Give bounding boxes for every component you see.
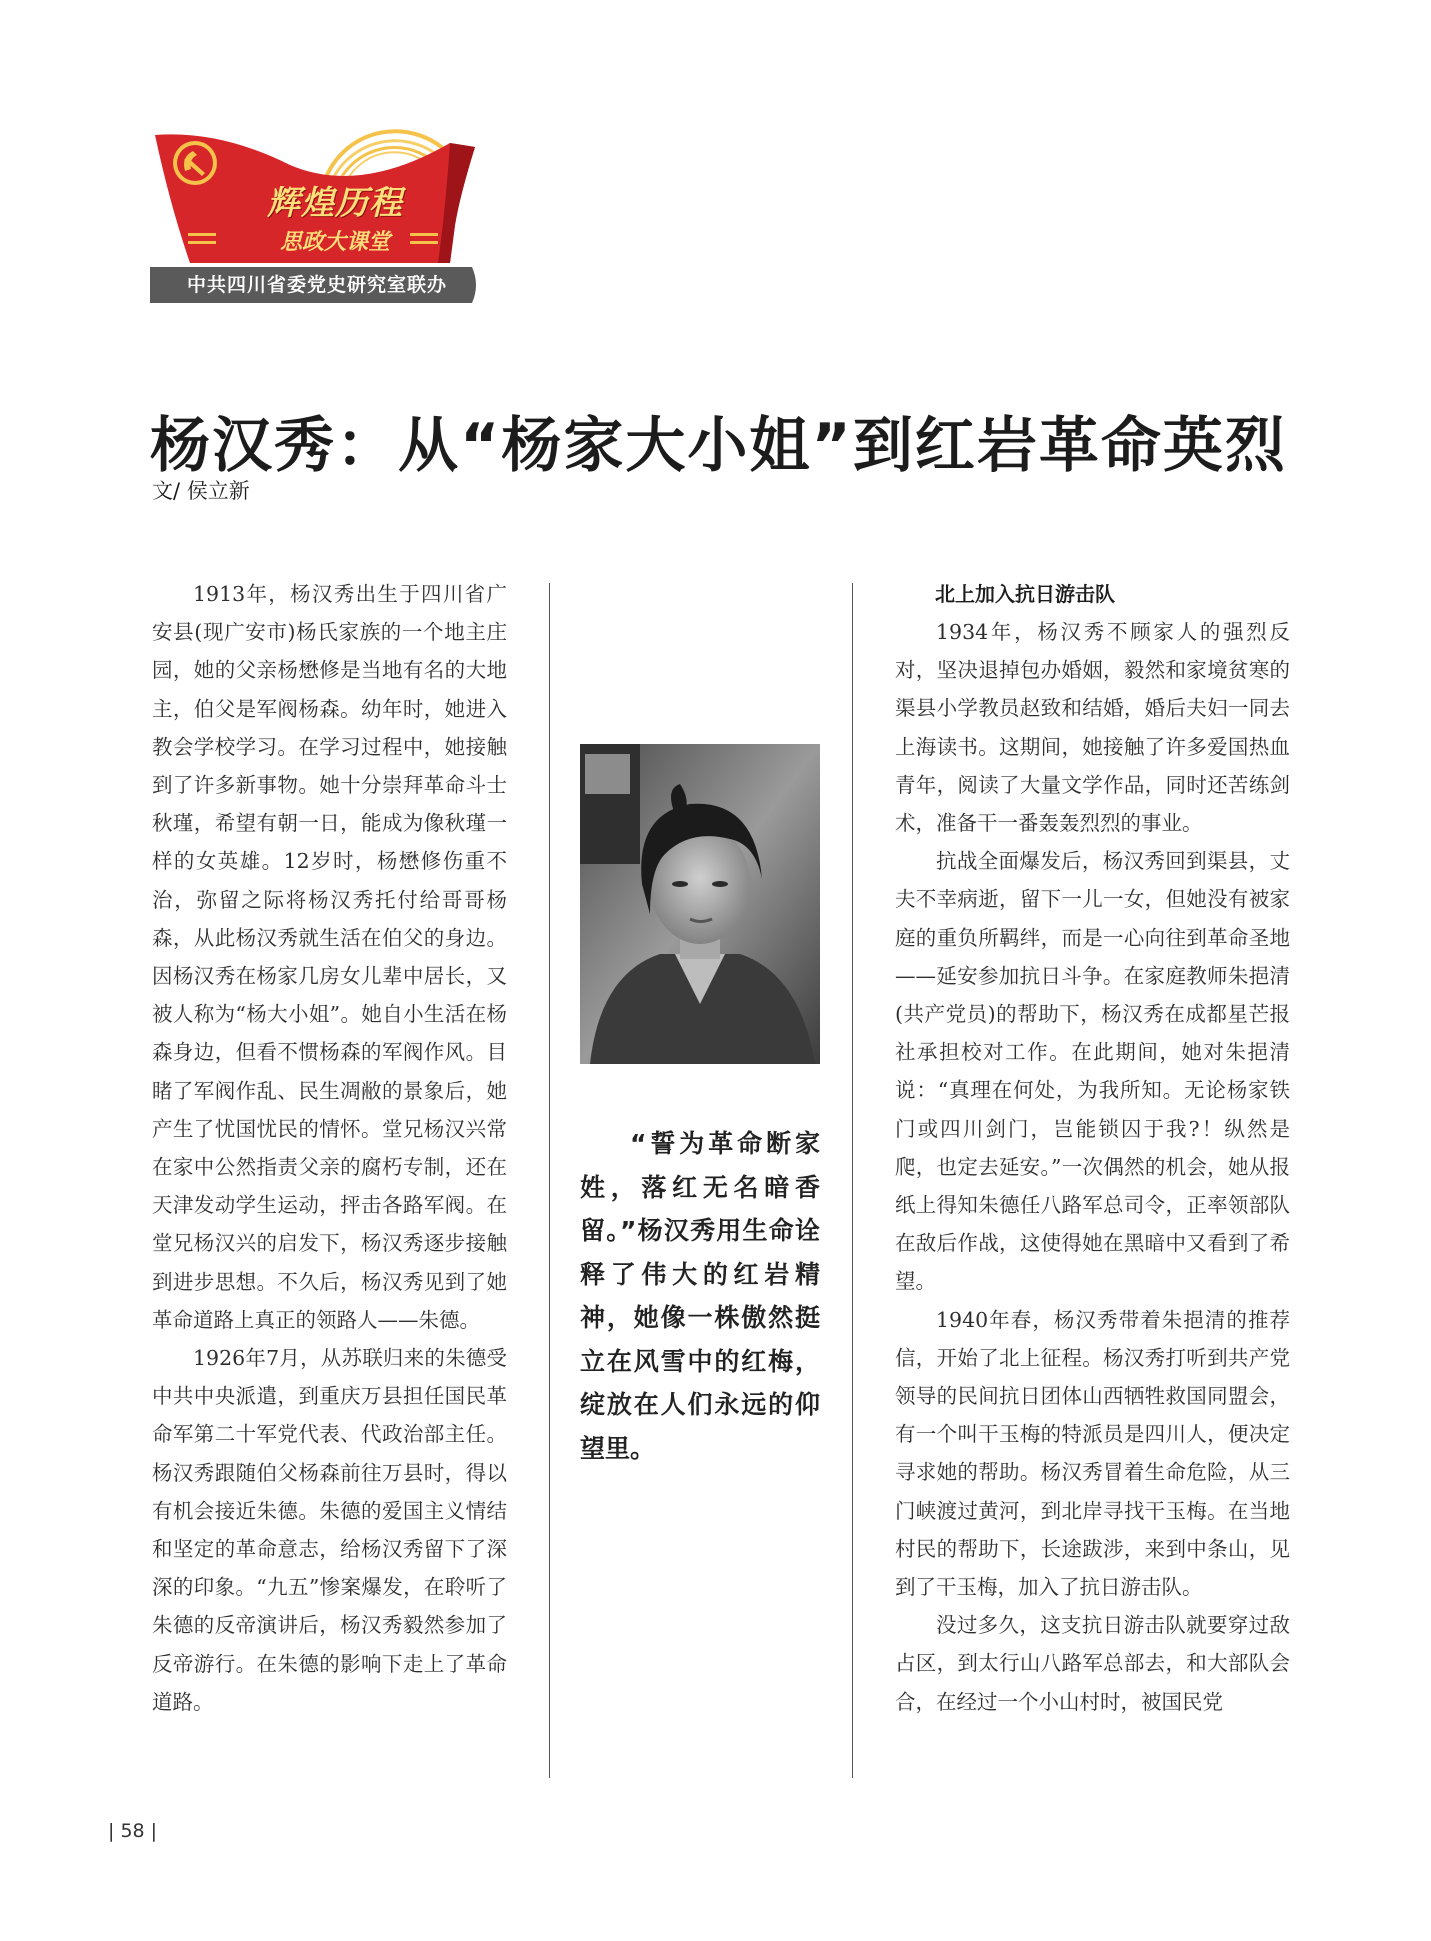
paragraph: 1926年7月，从苏联归来的朱德受中共中央派遣，到重庆万县担任国民革命军第二十军党代表、代政治部主任。杨汉秀跟随伯父杨森前往万县时，得以有机会接近朱德。朱德的爱国主义情结和坚定的革命意志，给杨汉秀留下了深深的印象。“九五”惨案爆发，在聆听了朱德的反帝演讲后，杨汉秀毅然参加了反帝游行。在朱德的影响下走上了革命道路。 <box>152 1346 507 1714</box>
section-heading: 北上加入抗日游击队 <box>935 582 1115 606</box>
page-number: | 58 | <box>108 1820 158 1842</box>
party-emblem-icon <box>173 141 217 185</box>
paragraph: 1913年，杨汉秀出生于四川省广安县(现广安市)杨氏家族的一个地主庄园，她的父亲杨懋修是当地有名的大地主，伯父是军阀杨森。幼年时，她进入教会学校学习。在学习过程中，她接触到了许多新事物。她十分崇拜革命斗士秋瑾，希望有朝一日，能成为像秋瑾一样的女英雄。12岁时，杨懋修伤重不治，弥留之际将杨汉秀托付给哥哥杨森，从此杨汉秀就生活在伯父的身边。因杨汉秀在杨家几房女儿辈中居长，又被人称为“杨大小姐”。她自小生活在杨森身边，但看不惯杨森的军阀作风。目睹了军阀作乱、民生凋敝的景象后，她产生了忧国忧民的情怀。堂兄杨汉兴常在家中公然指责父亲的腐朽专制，还在天津发动学生运动，抨击各路军阀。在堂兄杨汉兴的启发下，杨汉秀逐步接触到进步思想。不久后，杨汉秀见到了她革命道路上真正的领路人——朱德。 <box>152 582 507 1332</box>
banner-subtitle: 思政大课堂 <box>279 230 390 255</box>
banner-org: 中共四川省委党史研究室联办 <box>186 274 447 296</box>
column-divider <box>549 583 550 1778</box>
portrait-photo-icon <box>580 744 820 1064</box>
paragraph: 没过多久，这支抗日游击队就要穿过敌占区，到太行山八路军总部去，和大部队会合，在经过一个小山村时，被国民党 <box>895 1613 1290 1714</box>
pull-quote-text: “誓为革命断家姓，落红无名暗香留。”杨汉秀用生命诠释了伟大的红岩精神，她像一株傲然挺立在风雪中的红梅，绽放在人们永远的仰望里。 <box>580 1129 820 1463</box>
left-column <box>152 575 507 1721</box>
column-divider <box>852 583 853 1778</box>
paragraph: 1934年，杨汉秀不顾家人的强烈反对，坚决退掉包办婚姻，毅然和家境贫寒的渠县小学教员赵致和结婚，婚后夫妇一同去上海读书。这期间，她接触了许多爱国热血青年，阅读了大量文学作品，同时还苦练剑术，准备干一番轰轰烈烈的事业。 <box>895 620 1290 836</box>
paragraph: 抗战全面爆发后，杨汉秀回到渠县，丈夫不幸病逝，留下一儿一女，但她没有被家庭的重负所羁绊，而是一心向往到革命圣地——延安参加抗日斗争。在家庭教师朱挹清(共产党员)的帮助下，杨汉秀在成都星芒报社承担校对工作。在此期间，她对朱挹清说：“真理在何处，为我所知。无论杨家铁门或四川剑门，岂能锁囚于我?！纵然是爬，也定去延安。”一次偶然的机会，她从报纸上得知朱德任八路军总司令，正率领部队在敌后作战，这使得她在黑暗中又看到了希望。 <box>895 849 1290 1294</box>
right-column <box>895 575 1290 1721</box>
article-title: 杨汉秀：从“杨家大小姐”到红岩革命英烈 <box>150 411 1287 481</box>
paragraph: 1940年春，杨汉秀带着朱挹清的推荐信，开始了北上征程。杨汉秀打听到共产党领导的民间抗日团体山西牺牲救国同盟会，有一个叫干玉梅的特派员是四川人，便决定寻求她的帮助。杨汉秀冒着生命危险，从三门峡渡过黄河，到北岸寻找干玉梅。在当地村民的帮助下，长途跋涉，来到中条山，见到了干玉梅，加入了抗日游击队。 <box>895 1307 1290 1600</box>
banner-title: 辉煌历程 <box>267 183 403 222</box>
pull-quote <box>580 1122 820 1470</box>
column-banner <box>150 125 480 295</box>
article-byline: 文/ 侯立新 <box>152 479 250 503</box>
